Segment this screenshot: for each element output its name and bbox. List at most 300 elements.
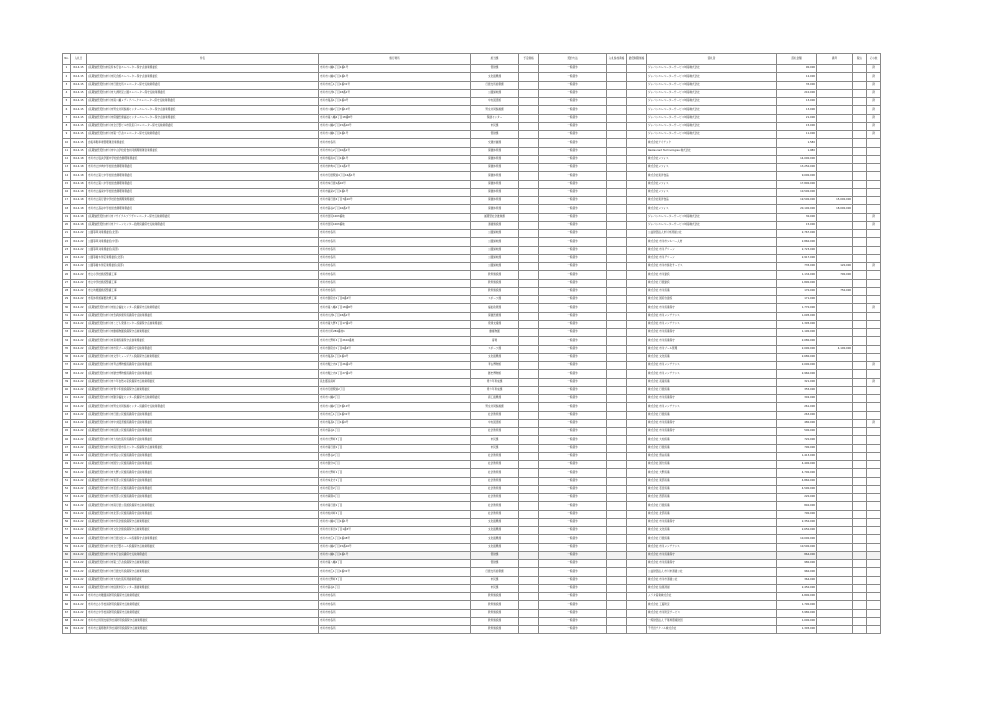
table-cell: 市民課: [471, 584, 519, 592]
table-cell: 26: [63, 271, 71, 279]
table-cell: 市川市八幡2丁目7番10号: [319, 106, 471, 114]
table-cell: 株式会社 信篤清掃: [647, 584, 777, 592]
table-cell: [607, 518, 627, 526]
table-cell: 教育施設課: [471, 287, 519, 295]
table-cell: 市川市末広1丁目1番31号: [319, 81, 471, 89]
table-cell: 60: [63, 551, 71, 559]
table-cell: 株式会社 曽谷設備: [647, 452, 777, 460]
table-cell: [817, 320, 853, 328]
table-cell: 1,134,000: [777, 271, 817, 279]
table-cell: [867, 254, 881, 262]
table-cell: 一般競争: [539, 254, 607, 262]
table-cell: 一般競争: [539, 353, 607, 361]
table-cell: [519, 180, 539, 188]
table-cell: (長期継続契約)市川市第二庁舎設備保守点検業務委託: [87, 560, 319, 568]
table-cell: 2,767,000: [777, 230, 817, 238]
table-cell: 市川市大野町3丁目: [319, 436, 471, 444]
table-cell: 斎場: [471, 337, 519, 345]
header-row: [63, 54, 881, 65]
table-cell: 19: [63, 213, 71, 221]
table-cell: [867, 609, 881, 617]
table-cell: 68: [63, 617, 71, 625]
table-body: [63, 65, 881, 634]
table-cell: [519, 576, 539, 584]
table-cell: [817, 246, 853, 254]
table-cell: [853, 296, 867, 304]
table-row: [63, 271, 881, 279]
table-cell: 10,500,000: [777, 543, 817, 551]
table-cell: 市川市大野町1丁目: [319, 469, 471, 477]
table-cell: [607, 98, 627, 106]
table-cell: 一般競争: [539, 89, 607, 97]
table-row: [63, 172, 881, 180]
table-cell: (長期継続契約)市川市北部公民館設備保守点検業務委託: [87, 510, 319, 518]
table-cell: [817, 601, 853, 609]
table-cell: 52: [63, 485, 71, 493]
table-cell: 株式会社 市川グリーン: [647, 246, 777, 254]
table-cell: [817, 304, 853, 312]
table-cell: 261,000: [777, 403, 817, 411]
table-row: [63, 568, 881, 576]
table-cell: [519, 188, 539, 196]
table-cell: [853, 312, 867, 320]
table-cell: [867, 584, 881, 592]
table-row: [63, 188, 881, 196]
table-cell: 46: [63, 436, 71, 444]
table-cell: R4.4.22: [71, 452, 87, 460]
table-cell: [607, 543, 627, 551]
table-cell: 保健体育課: [471, 155, 519, 163]
table-cell: [853, 106, 867, 114]
table-cell: R4.4.22: [71, 287, 87, 295]
table-cell: 市川市田尻1003番地: [319, 221, 471, 229]
table-cell: [607, 147, 627, 155]
table-cell: 8: [63, 122, 71, 130]
table-cell: [853, 263, 867, 271]
table-cell: R4.4.22: [71, 560, 87, 568]
table-cell: [853, 502, 867, 510]
table-cell: [867, 543, 881, 551]
table-cell: 株式会社 大柏設備: [647, 436, 777, 444]
table-cell: 市川市妙典4丁目11番1号: [319, 164, 471, 172]
table-cell: [607, 395, 627, 403]
table-cell: [867, 527, 881, 535]
table-cell: 市川市内各所: [319, 254, 471, 262]
table-cell: [519, 65, 539, 73]
table-cell: 一般競争: [539, 304, 607, 312]
table-cell: ジャパンエレベーターサービス城南株式会社: [647, 89, 777, 97]
table-cell: [817, 428, 853, 436]
table-cell: 10: [63, 139, 71, 147]
table-cell: 株式会社 市川メンテナンス: [647, 320, 777, 328]
table-cell: 一般競争: [539, 518, 607, 526]
table-cell: 市川市大和田1丁目1番5号: [319, 527, 471, 535]
table-cell: [627, 296, 647, 304]
column-header: No.: [63, 54, 71, 65]
table-cell: 41: [63, 395, 71, 403]
table-cell: 市立幼稚園施設整備工事: [87, 287, 319, 295]
table-cell: R4.4.22: [71, 411, 87, 419]
table-cell: [607, 320, 627, 328]
table-cell: 株式会社メフォス: [647, 180, 777, 188]
table-cell: 一般競争: [539, 477, 607, 485]
table-cell: [817, 527, 853, 535]
table-cell: 株式会社東洋食品: [647, 172, 777, 180]
table-cell: 35: [63, 345, 71, 353]
table-cell: [853, 320, 867, 328]
table-cell: [627, 551, 647, 559]
table-cell: (長期継続契約)市川市信篤市民センター清掃業務委託: [87, 584, 319, 592]
table-cell: 株式会社 行徳設備: [647, 444, 777, 452]
table-cell: 株式会社 工藤防災: [647, 601, 777, 609]
table-cell: [607, 535, 627, 543]
table-cell: [607, 254, 627, 262]
table-cell: 市民課: [471, 576, 519, 584]
table-cell: [867, 139, 881, 147]
table-cell: 1: [63, 65, 71, 73]
table-cell: [853, 180, 867, 188]
table-cell: [867, 560, 881, 568]
table-cell: (長期継続契約)市川市大洲防災公園エレベーター保守点検業務委託: [87, 89, 319, 97]
table-cell: 一般競争: [539, 576, 607, 584]
table-cell: 市川市高谷1丁目: [319, 428, 471, 436]
table-cell: 15,000,000: [817, 197, 853, 205]
table-cell: [627, 510, 647, 518]
table-cell: [607, 164, 627, 172]
table-cell: [853, 518, 867, 526]
table-cell: [817, 576, 853, 584]
table-cell: 株式会社 東部設備: [647, 477, 777, 485]
table-cell: [607, 609, 627, 617]
table-cell: 90,000: [777, 65, 817, 73]
table-cell: (長期継続契約)市川市歴史博物館設備保守点検業務委託: [87, 370, 319, 378]
table-cell: [817, 114, 853, 122]
table-cell: [817, 469, 853, 477]
table-cell: 市川市立第八中学校給食調理業務委託: [87, 180, 319, 188]
table-cell: 1,095,000: [777, 312, 817, 320]
table-cell: [627, 172, 647, 180]
table-cell: [853, 485, 867, 493]
table-cell: [607, 403, 627, 411]
table-cell: 中央図書館: [471, 98, 519, 106]
table-cell: 中央図書館: [471, 419, 519, 427]
table-cell: [853, 593, 867, 601]
table-cell: 市川市鬼高1丁目1番4号: [319, 353, 471, 361]
table-cell: [853, 65, 867, 73]
table-cell: [519, 238, 539, 246]
table-cell: 株式会社アイテック: [647, 139, 777, 147]
table-cell: 市川市立福栄中学校給食調理業務委託: [87, 188, 319, 196]
table-cell: 千代田テクノル株式会社: [647, 626, 777, 634]
table-cell: 管財課: [471, 65, 519, 73]
table-cell: [867, 345, 881, 353]
table-cell: [519, 304, 539, 312]
table-cell: 16: [63, 188, 71, 196]
table-cell: 一般競争: [539, 502, 607, 510]
table-cell: [519, 510, 539, 518]
table-cell: [627, 609, 647, 617]
table-cell: [867, 461, 881, 469]
table-cell: (長期継続契約)市川市大柏出張所設備保守点検業務委託: [87, 436, 319, 444]
table-cell: 株式会社 市川設備: [647, 287, 777, 295]
table-cell: [853, 436, 867, 444]
table-cell: [853, 411, 867, 419]
table-cell: (長期継続契約)市川市曽谷公民館設備保守点検業務委託: [87, 452, 319, 460]
table-cell: [627, 238, 647, 246]
table-cell: [607, 436, 627, 444]
table-cell: 12,000: [777, 73, 817, 81]
table-cell: 市川市南八幡4丁目18番8号: [319, 304, 471, 312]
bid-results-table: [62, 53, 881, 634]
table-cell: 一般競争: [539, 164, 607, 172]
table-cell: 一般競争: [539, 551, 607, 559]
table-cell: [817, 139, 853, 147]
table-cell: [817, 535, 853, 543]
table-row: [63, 114, 881, 122]
table-cell: 長生郡長南町: [319, 378, 471, 386]
table-cell: 株式会社メフォス: [647, 155, 777, 163]
table-cell: 14: [63, 172, 71, 180]
table-cell: 一般財団法人 千葉県環境財団: [647, 617, 777, 625]
table-cell: [817, 106, 853, 114]
table-cell: 済: [867, 378, 881, 386]
table-cell: [519, 106, 539, 114]
table-cell: 30: [63, 304, 71, 312]
table-cell: 1,395,000: [777, 320, 817, 328]
table-cell: R4.4.15: [71, 131, 87, 139]
table-cell: [607, 560, 627, 568]
table-row: [63, 395, 881, 403]
table-cell: 株式会社 市川設備保守: [647, 395, 777, 403]
table-cell: [853, 527, 867, 535]
table-cell: 864,000: [777, 551, 817, 559]
table-cell: [867, 386, 881, 394]
table-cell: 13,250,000: [777, 164, 817, 172]
table-cell: 公園緑地課: [471, 263, 519, 271]
table-cell: [519, 568, 539, 576]
table-cell: [627, 81, 647, 89]
table-cell: 発達支援課: [471, 320, 519, 328]
table-cell: 43: [63, 411, 71, 419]
table-cell: [853, 188, 867, 196]
table-cell: [627, 411, 647, 419]
table-cell: 61: [63, 560, 71, 568]
table-cell: R4.4.22: [71, 461, 87, 469]
table-row: [63, 164, 881, 172]
table-cell: 市川市国府台1丁目6番4号: [319, 345, 471, 353]
table-cell: [867, 271, 881, 279]
table-cell: (長期継続契約)市川市若宮公民館設備保守点検業務委託: [87, 485, 319, 493]
table-cell: [853, 122, 867, 130]
table-cell: 株式会社 市川市清掃公社: [647, 576, 777, 584]
table-row: [63, 221, 881, 229]
table-cell: [867, 593, 881, 601]
table-row: [63, 230, 881, 238]
table-cell: [817, 188, 853, 196]
table-cell: [519, 535, 539, 543]
table-cell: [607, 213, 627, 221]
table-cell: 社会教育課: [471, 428, 519, 436]
table-cell: 市川市田尻1003番地: [319, 213, 471, 221]
table-cell: R4.4.15: [71, 98, 87, 106]
table-cell: 13: [63, 164, 71, 172]
table-cell: [519, 601, 539, 609]
table-cell: [867, 436, 881, 444]
table-cell: 市川市国府台1丁目6番4号: [319, 296, 471, 304]
table-cell: [867, 411, 881, 419]
table-cell: 25: [63, 263, 71, 271]
table-cell: [627, 279, 647, 287]
table-cell: [853, 205, 867, 213]
table-cell: [627, 197, 647, 205]
table-cell: [627, 114, 647, 122]
table-cell: [867, 172, 881, 180]
table-cell: [519, 411, 539, 419]
table-cell: [853, 329, 867, 337]
table-cell: [607, 428, 627, 436]
table-cell: [519, 89, 539, 97]
table-cell: 済: [867, 114, 881, 122]
table-cell: (長期継続契約)市川市勤労福祉センター設備保守点検業務委託: [87, 395, 319, 403]
table-cell: [519, 197, 539, 205]
table-row: [63, 444, 881, 452]
column-header: 件名: [87, 54, 319, 65]
table-cell: (長期継続契約)市川市青少年館設備保守点検業務委託: [87, 386, 319, 394]
table-cell: [519, 477, 539, 485]
column-header: 入札日: [71, 54, 87, 65]
table-cell: 文化振興課: [471, 353, 519, 361]
table-cell: 42: [63, 403, 71, 411]
table-row: [63, 279, 881, 287]
table-cell: 4,860,000: [777, 477, 817, 485]
table-cell: (長期継続契約)市川市斎場設備保守点検業務委託: [87, 337, 319, 345]
table-cell: 株式会社 大野設備: [647, 469, 777, 477]
table-cell: 1,190,000: [777, 329, 817, 337]
table-cell: 市川市曽谷2丁目: [319, 452, 471, 460]
table-cell: 株式会社 市川プール管理: [647, 345, 777, 353]
table-cell: 市川市末広1丁目1番31号: [319, 568, 471, 576]
table-cell: [817, 518, 853, 526]
table-cell: [607, 114, 627, 122]
table-cell: [607, 188, 627, 196]
table-cell: [519, 271, 539, 279]
table-cell: 市川市内各所: [319, 246, 471, 254]
table-cell: R4.4.22: [71, 543, 87, 551]
table-cell: [817, 230, 853, 238]
table-cell: (長期継続契約)市川市中央図書館設備保守点検業務委託: [87, 419, 319, 427]
table-cell: [627, 601, 647, 609]
table-row: [63, 362, 881, 370]
table-cell: 市川市内各所: [319, 263, 471, 271]
table-cell: 市川市福栄2丁目1番1号: [319, 188, 471, 196]
table-cell: 市川市南行徳4丁目7番10号: [319, 197, 471, 205]
table-cell: (長期継続契約)市川市少年自然の家設備保守点検業務委託: [87, 378, 319, 386]
table-cell: R4.4.22: [71, 584, 87, 592]
table-cell: 済: [867, 362, 881, 370]
table-cell: 一般競争: [539, 411, 607, 419]
column-header: 担当課: [471, 54, 519, 65]
table-cell: [607, 230, 627, 238]
table-cell: 社会教育課: [471, 469, 519, 477]
table-cell: 市川市内各所: [319, 238, 471, 246]
table-cell: [853, 304, 867, 312]
table-cell: [627, 254, 647, 262]
table-cell: [607, 353, 627, 361]
table-row: [63, 197, 881, 205]
table-cell: [817, 329, 853, 337]
table-cell: [519, 73, 539, 81]
table-cell: 市川市立塩浜学園中学校給食調理業務委託: [87, 155, 319, 163]
table-cell: [627, 626, 647, 634]
column-header: 落札金額: [777, 54, 817, 65]
table-cell: 170,000: [777, 287, 817, 295]
table-cell: R4.4.22: [71, 279, 87, 287]
table-cell: 5: [63, 98, 71, 106]
table-cell: ジャパンエレベーターサービス城南株式会社: [647, 65, 777, 73]
table-cell: 18: [63, 205, 71, 213]
table-row: [63, 518, 881, 526]
table-cell: [817, 147, 853, 155]
table-cell: 790,000: [777, 510, 817, 518]
table-cell: 7: [63, 114, 71, 122]
table-cell: 市川市立高谷中学校給食調理業務委託: [87, 205, 319, 213]
table-cell: [853, 560, 867, 568]
table-cell: R4.4.22: [71, 510, 87, 518]
table-cell: [607, 477, 627, 485]
table-row: [63, 81, 881, 89]
table-cell: 市川市本北方1丁目: [319, 477, 471, 485]
table-cell: 一般競争: [539, 378, 607, 386]
table-cell: [817, 485, 853, 493]
table-cell: 一般競争: [539, 180, 607, 188]
table-cell: [853, 551, 867, 559]
table-cell: 263,000: [777, 411, 817, 419]
table-cell: (長期継続契約)市川市大野公民館設備保守点検業務委託: [87, 469, 319, 477]
table-cell: 一般競争: [539, 584, 607, 592]
table-cell: [607, 411, 627, 419]
table-row: [63, 98, 881, 106]
table-cell: 市川市八幡4丁目1番1号: [319, 518, 471, 526]
table-cell: [853, 444, 867, 452]
table-cell: R4.4.15: [71, 81, 87, 89]
column-header: 契約方法: [539, 54, 607, 65]
table-cell: R4.4.15: [71, 89, 87, 97]
table-cell: 一般競争: [539, 205, 607, 213]
table-cell: 市川市大町284番地1: [319, 329, 471, 337]
table-cell: 20,100,000: [777, 205, 817, 213]
table-cell: 一般競争: [539, 230, 607, 238]
table-cell: [607, 279, 627, 287]
table-cell: 14,000,000: [777, 155, 817, 163]
table-cell: 1,413,000: [777, 452, 817, 460]
table-cell: 3,980,000: [777, 609, 817, 617]
table-cell: [627, 444, 647, 452]
table-cell: ジャパンエレベーターサービス城南株式会社: [647, 106, 777, 114]
table-cell: 750,000: [817, 287, 853, 295]
table-cell: (長期継続契約)市川市全日警ビル市民窓口エレベーター保守点検業務委託: [87, 122, 319, 130]
table-cell: 市川市中山2丁目10番1号: [319, 147, 471, 155]
table-cell: [867, 601, 881, 609]
table-cell: 1,770,000: [777, 304, 817, 312]
table-cell: [853, 601, 867, 609]
table-cell: [853, 362, 867, 370]
table-cell: 9,000,000: [777, 172, 817, 180]
table-cell: 済: [867, 304, 881, 312]
table-cell: 市川市八幡2丁目7番10号: [319, 403, 471, 411]
table-cell: [519, 436, 539, 444]
table-cell: 市川市内各所: [319, 271, 471, 279]
table-cell: 一般競争: [539, 527, 607, 535]
